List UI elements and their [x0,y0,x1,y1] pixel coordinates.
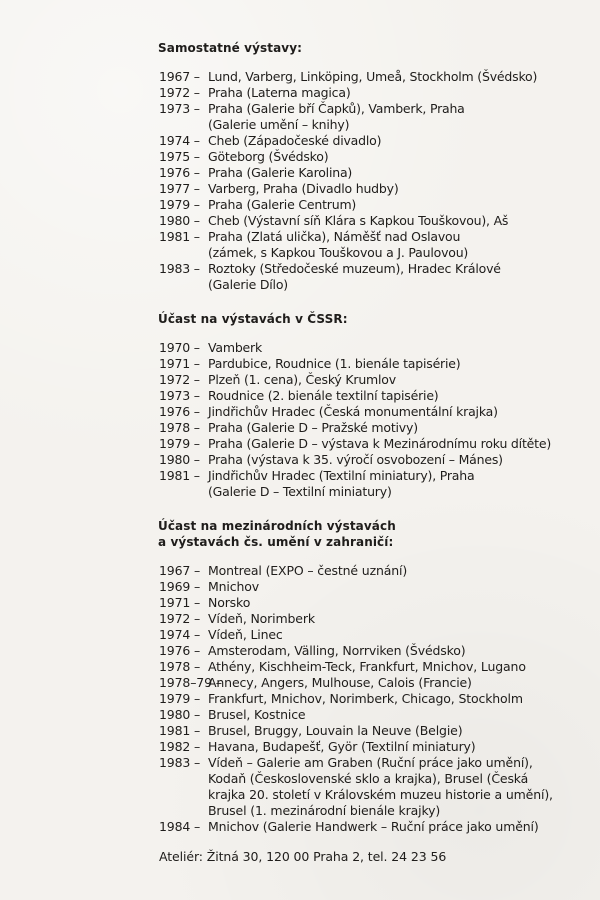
exhibition-entry [0,388,600,404]
entry-line: (Galerie D – Textilní miniatury) [208,484,392,499]
entry-line: Praha (výstava k 35. výročí osvobození – Mánes) [208,452,503,467]
entry-year: 1979 – [159,691,201,706]
entry-year: 1970 – [159,340,200,355]
entry-text [208,229,568,261]
exhibition-entry [0,340,600,356]
entry-year: 1972 – [159,372,200,387]
exhibition-entry [0,659,600,675]
entry-text [208,675,568,691]
exhibition-entry [0,356,600,372]
exhibition-entry [0,707,600,723]
entry-text [208,819,568,835]
entry-year: 1971 – [159,595,201,610]
exhibition-list [0,563,600,835]
entry-text [208,356,568,372]
exhibition-entry [0,691,600,707]
entry-text [208,420,568,436]
entry-line: Roztoky (Středočeské muzeum), Hradec Králové [208,261,501,276]
exhibition-entry [0,181,600,197]
exhibition-entry [0,579,600,595]
entry-text [208,436,568,452]
entry-line: Brusel, Bruggy, Louvain la Neuve (Belgie) [208,723,463,738]
entry-text [208,165,568,181]
exhibition-entry [0,149,600,165]
entry-line: Pardubice, Roudnice (1. bienále tapisérie) [208,356,461,371]
entry-year: 1980 – [159,452,200,467]
entry-line: Cheb (Výstavní síň Klára s Kapkou Touškovou), Aš [208,213,509,228]
entry-year: 1971 – [159,356,200,371]
exhibition-entry [0,261,600,293]
entry-line: (Galerie umění – knihy) [208,117,350,132]
entry-text [208,261,568,293]
entry-line: Roudnice (2. bienále textilní tapisérie) [208,388,439,403]
entry-year: 1980 – [159,707,201,722]
entry-line: Mnichov [208,579,259,594]
studio-address: Ateliér: Žitná 30, 120 00 Praha 2, tel. 24 23 56 [159,849,447,864]
entry-text [208,563,568,579]
entry-line: Lund, Varberg, Linköping, Umeå, Stockholm (Švédsko) [208,69,538,84]
entry-text [208,627,568,643]
entry-text [208,691,568,707]
entry-year: 1978 – [159,659,201,674]
csr-exhibitions-section [0,311,600,500]
exhibition-entry [0,101,600,133]
entry-year: 1981 – [159,229,200,244]
entry-line: Vídeň – Galerie am Graben (Ruční práce jako umění), [208,755,533,770]
exhibition-entry [0,563,600,579]
entry-text [208,723,568,739]
exhibition-entry [0,197,600,213]
entry-year: 1974 – [159,133,200,148]
entry-text [208,340,568,356]
entry-line: Annecy, Angers, Mulhouse, Calois (Francie) [208,675,472,690]
entry-year: 1978–79 – [159,675,222,690]
entry-text [208,452,568,468]
entry-line: (zámek, s Kapkou Touškovou a J. Paulovou) [208,245,469,260]
exhibition-entry [0,69,600,85]
entry-line: Brusel, Kostnice [208,707,306,722]
entry-line: Kodaň (Československé sklo a krajka), Brusel (Česká [208,771,529,786]
entry-year: 1980 – [159,213,200,228]
entry-year: 1982 – [159,739,201,754]
entry-line: Praha (Galerie Centrum) [208,197,357,212]
entry-line: Jindřichův Hradec (Textilní miniatury), Praha [208,468,475,483]
entry-line: Vídeň, Norimberk [208,611,315,626]
entry-year: 1979 – [159,436,200,451]
entry-year: 1976 – [159,643,201,658]
entry-text [208,388,568,404]
exhibition-entry [0,675,600,691]
exhibition-entry [0,229,600,261]
entry-line: Jindřichův Hradec (Česká monumentální krajka) [208,404,498,419]
entry-text [208,69,568,85]
entry-year: 1974 – [159,627,201,642]
exhibition-entry [0,723,600,739]
entry-year: 1978 – [159,420,200,435]
entry-year: 1972 – [159,85,200,100]
entry-text [208,611,568,627]
entry-year: 1973 – [159,101,200,116]
entry-line: Norsko [208,595,251,610]
entry-line: krajka 20. století v Královském muzeu historie a umění), [208,787,553,802]
exhibition-entry [0,819,600,835]
section-heading [158,40,600,56]
entry-year: 1967 – [159,563,201,578]
entry-text [208,372,568,388]
entry-year: 1967 – [159,69,200,84]
entry-year: 1981 – [159,468,200,483]
exhibition-list [0,340,600,500]
exhibition-entry [0,627,600,643]
exhibition-entry [0,452,600,468]
entry-line: Amsterodam, Välling, Norrviken (Švédsko) [208,643,466,658]
entry-year: 1979 – [159,197,200,212]
entry-text [208,579,568,595]
entry-line: Montreal (EXPO – čestné uznání) [208,563,408,578]
entry-line: Praha (Galerie D – výstava k Mezinárodnímu roku dítěte) [208,436,552,451]
entry-text [208,468,568,500]
entry-year: 1976 – [159,165,200,180]
entry-line: Göteborg (Švédsko) [208,149,329,164]
entry-text [208,739,568,755]
entry-year: 1969 – [159,579,201,594]
entry-text [208,101,568,133]
entry-text [208,707,568,723]
entry-line: Athény, Kischheim-Teck, Frankfurt, Mnichov, Lugano [208,659,526,674]
entry-text [208,213,568,229]
entry-line: Brusel (1. mezinárodní bienále krajky) [208,803,441,818]
entry-line: Praha (Galerie Karolina) [208,165,353,180]
entry-line: Praha (Laterna magica) [208,85,351,100]
entry-text [208,181,568,197]
entry-year: 1977 – [159,181,200,196]
entry-text [208,133,568,149]
entry-line: Vídeň, Linec [208,627,283,642]
section-heading [158,518,600,550]
solo-exhibitions-section [0,40,600,293]
exhibition-entry [0,611,600,627]
entry-year: 1975 – [159,149,200,164]
exhibition-entry [0,165,600,181]
entry-line: Praha (Galerie bří Čapků), Vamberk, Praha [208,101,465,116]
entry-line: Frankfurt, Mnichov, Norimberk, Chicago, Stockholm [208,691,523,706]
international-exhibitions-section [0,518,600,835]
entry-text [208,197,568,213]
entry-text [208,755,568,819]
exhibition-entry [0,213,600,229]
entry-line: (Galerie Dílo) [208,277,288,292]
entry-year: 1983 – [159,261,200,276]
exhibition-list [0,69,600,293]
section-heading [158,311,600,327]
entry-text [208,85,568,101]
exhibition-entry [0,133,600,149]
entry-line: Cheb (Západočeské divadlo) [208,133,382,148]
entry-line: Mnichov (Galerie Handwerk – Ruční práce jako umění) [208,819,539,834]
exhibition-entry [0,404,600,420]
section-heading-line: Účast na mezinárodních výstavách [158,519,396,533]
exhibition-entry [0,643,600,659]
entry-text [208,659,568,675]
entry-line: Praha (Galerie D – Pražské motivy) [208,420,418,435]
exhibition-entry [0,372,600,388]
section-heading-line: Samostatné výstavy: [158,41,303,55]
exhibition-entry [0,436,600,452]
exhibition-entry [0,85,600,101]
entry-year: 1984 – [159,819,201,834]
entry-year: 1972 – [159,611,201,626]
entry-line: Vamberk [208,340,263,355]
exhibition-entry [0,739,600,755]
entry-text [208,149,568,165]
entry-text [208,643,568,659]
entry-text [208,595,568,611]
entry-line: Varberg, Praha (Divadlo hudby) [208,181,399,196]
entry-year: 1983 – [159,755,201,770]
section-heading-line: a výstavách čs. umění v zahraničí: [158,535,394,549]
entry-line: Praha (Zlatá ulička), Náměšť nad Oslavou [208,229,461,244]
exhibition-entry [0,468,600,500]
entry-year: 1973 – [159,388,200,403]
entry-line: Plzeň (1. cena), Český Krumlov [208,372,396,387]
entry-year: 1976 – [159,404,200,419]
exhibition-entry [0,420,600,436]
section-heading-line: Účast na výstavách v ČSSR: [158,312,348,326]
entry-line: Havana, Budapešť, Györ (Textilní miniatury) [208,739,476,754]
exhibition-entry [0,595,600,611]
entry-text [208,404,568,420]
exhibition-entry [0,755,600,819]
entry-year: 1981 – [159,723,201,738]
